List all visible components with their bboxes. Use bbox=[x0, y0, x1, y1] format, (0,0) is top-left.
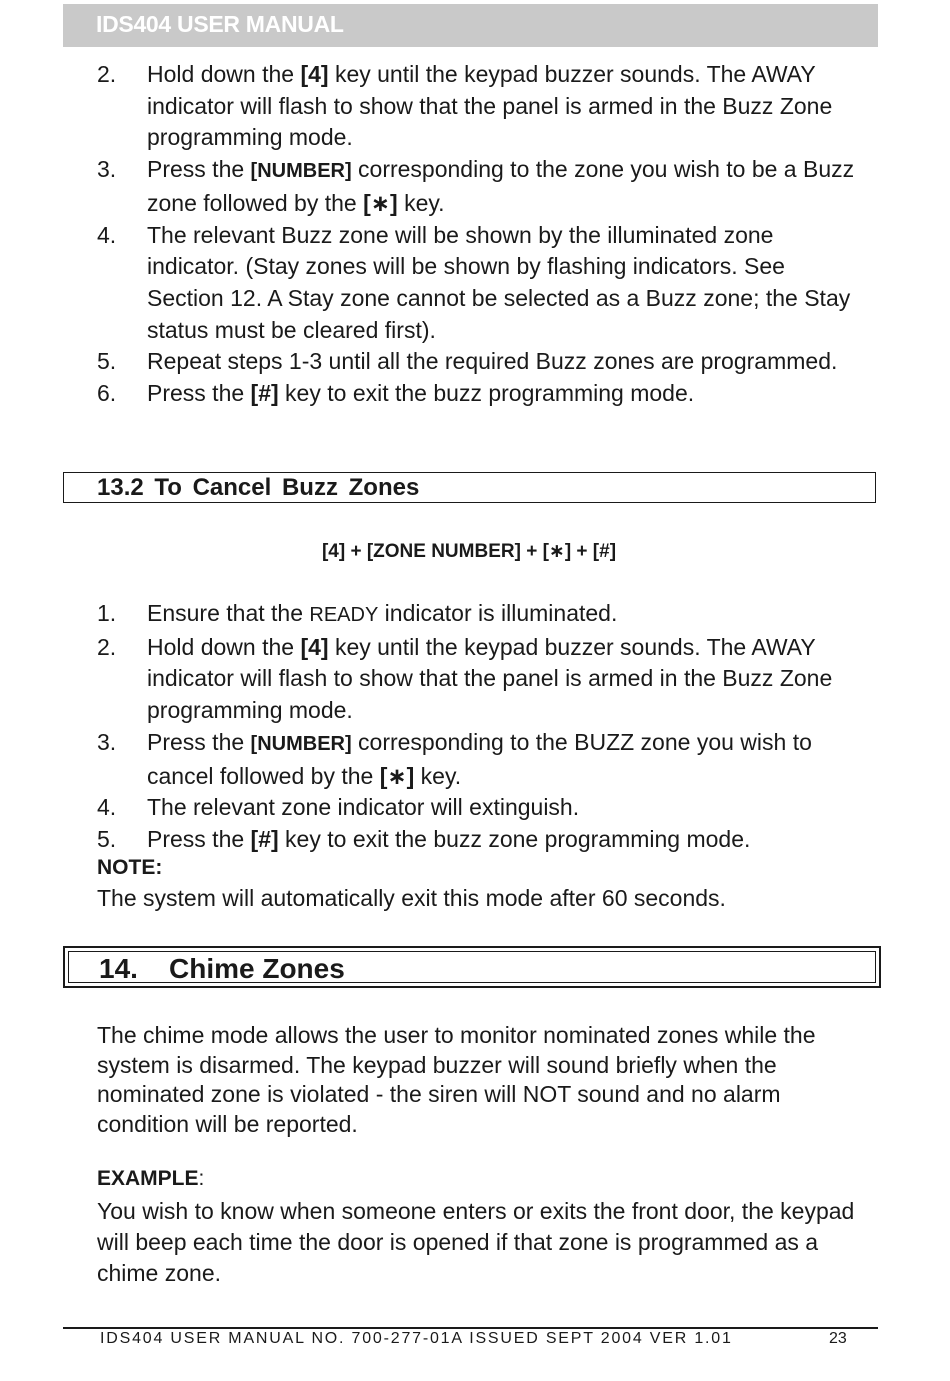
chapter-heading-box bbox=[63, 946, 881, 988]
step-text: The relevant zone indicator will extinguish. bbox=[147, 794, 580, 821]
list-item bbox=[97, 727, 857, 792]
step-text: key to exit the buzz programming mode. bbox=[278, 380, 695, 407]
header-bar bbox=[63, 4, 878, 47]
footer-text: IDS404 USER MANUAL NO. 700-277-01A ISSUED SEPT 2004 VER 1.01 bbox=[100, 1330, 733, 1347]
step-text: key. bbox=[397, 189, 445, 216]
step-text: key until the keypad buzzer sounds. The AWAY indicator will flash to show that the panel is armed in the Buzz Zone programming mode. bbox=[147, 61, 833, 151]
step-number: 1. bbox=[97, 600, 117, 626]
step-text: corresponding to the zone you wish to be a Buzz zone followed by the bbox=[147, 156, 855, 216]
step-number: 6. bbox=[97, 380, 117, 407]
step-number: 4. bbox=[97, 221, 117, 248]
cancel-buzz-steps bbox=[97, 598, 857, 856]
step-number: 4. bbox=[97, 794, 117, 821]
step-text: [∗] bbox=[363, 189, 398, 216]
step-text: READY bbox=[309, 604, 379, 626]
note-label: NOTE: bbox=[97, 856, 163, 879]
step-text: [4] bbox=[300, 61, 329, 87]
step-text: Press the bbox=[147, 380, 251, 407]
key-sequence: [4] + [ZONE NUMBER] + [∗] + [#] bbox=[321, 541, 617, 562]
buzz-setup-steps bbox=[97, 59, 857, 410]
list-item bbox=[97, 154, 857, 219]
step-text: Press the bbox=[147, 156, 251, 183]
step-text: Hold down the bbox=[147, 633, 301, 660]
example-colon: : bbox=[198, 1167, 205, 1190]
list-item bbox=[97, 598, 857, 632]
example-paragraph: You wish to know when someone enters or exits the front door, the keypad will beep each time the door is opened if that zone is programmed as a chime zone. bbox=[97, 1198, 855, 1286]
step-text: key until the keypad buzzer sounds. The AWAY indicator will flash to show that the panel is armed in the Buzz Zone programming mode. bbox=[147, 633, 833, 724]
footer-rule bbox=[63, 1327, 878, 1329]
list-item bbox=[97, 346, 857, 378]
step-text: [#] bbox=[250, 380, 279, 407]
step-number: 2. bbox=[97, 61, 117, 87]
list-item bbox=[97, 378, 857, 410]
section-title: 13.2 To Cancel Buzz Zones bbox=[97, 474, 420, 501]
step-text: [4] bbox=[300, 633, 329, 660]
note-text: The system will automatically exit this mode after 60 seconds. bbox=[97, 885, 726, 911]
step-text: Press the bbox=[147, 825, 251, 852]
step-text: Repeat steps 1-3 until all the required Buzz zones are programmed. bbox=[147, 348, 838, 375]
step-text: [#] bbox=[250, 825, 279, 852]
step-text: [∗] bbox=[379, 762, 415, 789]
step-text: key. bbox=[414, 762, 462, 789]
chapter-title: Chime Zones bbox=[169, 953, 345, 984]
chapter-number: 14. bbox=[99, 953, 138, 984]
list-item bbox=[97, 792, 857, 824]
list-item bbox=[97, 632, 857, 727]
step-text: corresponding to the BUZZ zone you wish to cancel followed by the bbox=[147, 728, 812, 789]
chime-intro-paragraph: The chime mode allows the user to monitor nominated zones while the system is disarmed. The keypad buzzer will sound briefly when the nominated zone is violated - the siren will NOT sound and no alarm condition will be reported. bbox=[97, 1022, 816, 1138]
step-text: Hold down the bbox=[147, 61, 301, 87]
step-number: 5. bbox=[97, 825, 117, 852]
page-number: 23 bbox=[829, 1330, 847, 1347]
step-number: 3. bbox=[97, 728, 117, 755]
step-text: indicator is illuminated. bbox=[378, 600, 618, 626]
list-item bbox=[97, 824, 857, 856]
step-text: The relevant Buzz zone will be shown by the illuminated zone indicator. (Stay zones will be shown by flashing indicators. See Section 12. A Stay zone cannot be selected as a Buzz zone; the Stay status must be cleared first). bbox=[147, 221, 851, 343]
step-text: [NUMBER] bbox=[250, 160, 352, 183]
step-text: key to exit the buzz zone programming mode. bbox=[278, 825, 751, 852]
step-number: 3. bbox=[97, 156, 117, 183]
step-text: Press the bbox=[147, 728, 251, 755]
step-text: Ensure that the bbox=[147, 600, 310, 626]
step-number: 2. bbox=[97, 633, 117, 660]
list-item bbox=[97, 59, 857, 154]
manual-title: IDS404 USER MANUAL bbox=[96, 11, 344, 37]
example-heading bbox=[97, 1167, 204, 1191]
list-item bbox=[97, 220, 857, 347]
step-text: [NUMBER] bbox=[250, 732, 352, 755]
example-label: EXAMPLE bbox=[97, 1167, 199, 1190]
section-heading-box bbox=[63, 472, 876, 503]
step-number: 5. bbox=[97, 348, 117, 375]
